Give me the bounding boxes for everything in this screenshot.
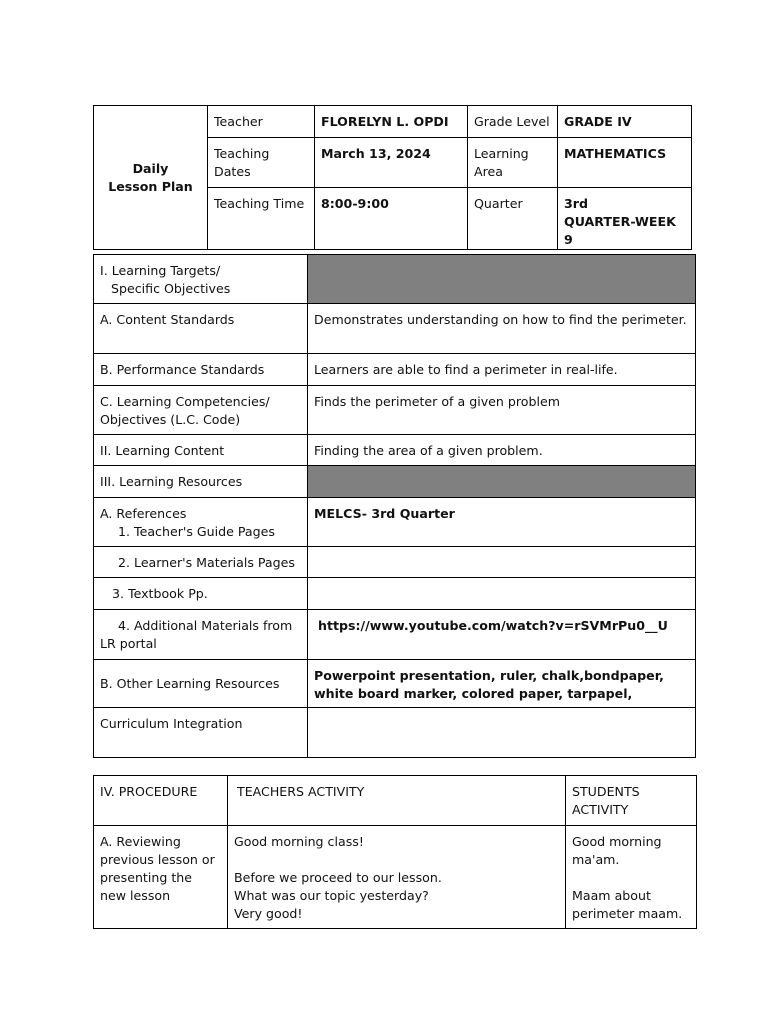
learning-area-label: Learning Area (468, 138, 558, 188)
quarter-label: Quarter (468, 188, 558, 250)
performance-standards-value: Learners are able to find a perimeter in real-life. (308, 354, 696, 386)
learning-area-value: MATHEMATICS (558, 138, 692, 188)
grade-level-value: GRADE IV (558, 106, 692, 138)
students-activity-header: STUDENTS ACTIVITY (566, 776, 697, 826)
objectives-table (93, 254, 696, 758)
lesson-plan-title: Daily Lesson Plan (94, 106, 208, 250)
learning-competencies-label: C. Learning Competencies/ Objectives (L.C. Code) (94, 386, 308, 435)
learning-content-label: II. Learning Content (94, 435, 308, 466)
teachers-activity-header: TEACHERS ACTIVITY (228, 776, 566, 826)
other-resources-value: Powerpoint presentation, ruler, chalk,bondpaper, white board marker, colored paper, tarpapel, (308, 660, 696, 708)
additional-materials-label: 4. Additional Materials from LR portal (94, 610, 308, 660)
quarter-value: 3rd QUARTER-WEEK 9 (558, 188, 692, 250)
learning-content-value: Finding the area of a given problem. (308, 435, 696, 466)
teacher-value: FLORELYN L. OPDI (315, 106, 468, 138)
learning-targets-label: I. Learning Targets/ Specific Objectives (94, 255, 308, 304)
additional-materials-link[interactable]: https://www.youtube.com/watch?v=rSVMrPu0__U (308, 610, 696, 660)
grade-level-label: Grade Level (468, 106, 558, 138)
procedure-table (93, 775, 697, 929)
teaching-dates-value: March 13, 2024 (315, 138, 468, 188)
teaching-time-label: Teaching Time (208, 188, 315, 250)
teachers-activity-text: Good morning class! Before we proceed to our lesson. What was our topic yesterday? Very good! (228, 826, 566, 929)
references-label: A. References 1. Teacher's Guide Pages (94, 498, 308, 547)
textbook-value (308, 578, 696, 610)
teaching-time-value: 8:00-9:00 (315, 188, 468, 250)
teacher-label: Teacher (208, 106, 315, 138)
students-activity-text: Good morning ma'am. Maam about perimeter maam. (566, 826, 697, 929)
learning-competencies-value: Finds the perimeter of a given problem (308, 386, 696, 435)
content-standards-value: Demonstrates understanding on how to find the perimeter. (308, 304, 696, 354)
curriculum-integration-label: Curriculum Integration (94, 708, 308, 758)
procedure-header: IV. PROCEDURE (94, 776, 228, 826)
learners-materials-value (308, 547, 696, 578)
performance-standards-label: B. Performance Standards (94, 354, 308, 386)
learning-resources-label: III. Learning Resources (94, 466, 308, 498)
learning-resources-shaded-cell (308, 466, 696, 498)
other-resources-label: B. Other Learning Resources (94, 660, 308, 708)
reviewing-lesson-label: A. Reviewing previous lesson or presenting the new lesson (94, 826, 228, 929)
teaching-dates-label: Teaching Dates (208, 138, 315, 188)
content-standards-label: A. Content Standards (94, 304, 308, 354)
learners-materials-label: 2. Learner's Materials Pages (94, 547, 308, 578)
lesson-header-table (93, 105, 692, 250)
learning-targets-shaded-cell (308, 255, 696, 304)
curriculum-integration-value (308, 708, 696, 758)
textbook-label: 3. Textbook Pp. (94, 578, 308, 610)
references-value: MELCS- 3rd Quarter (308, 498, 696, 547)
